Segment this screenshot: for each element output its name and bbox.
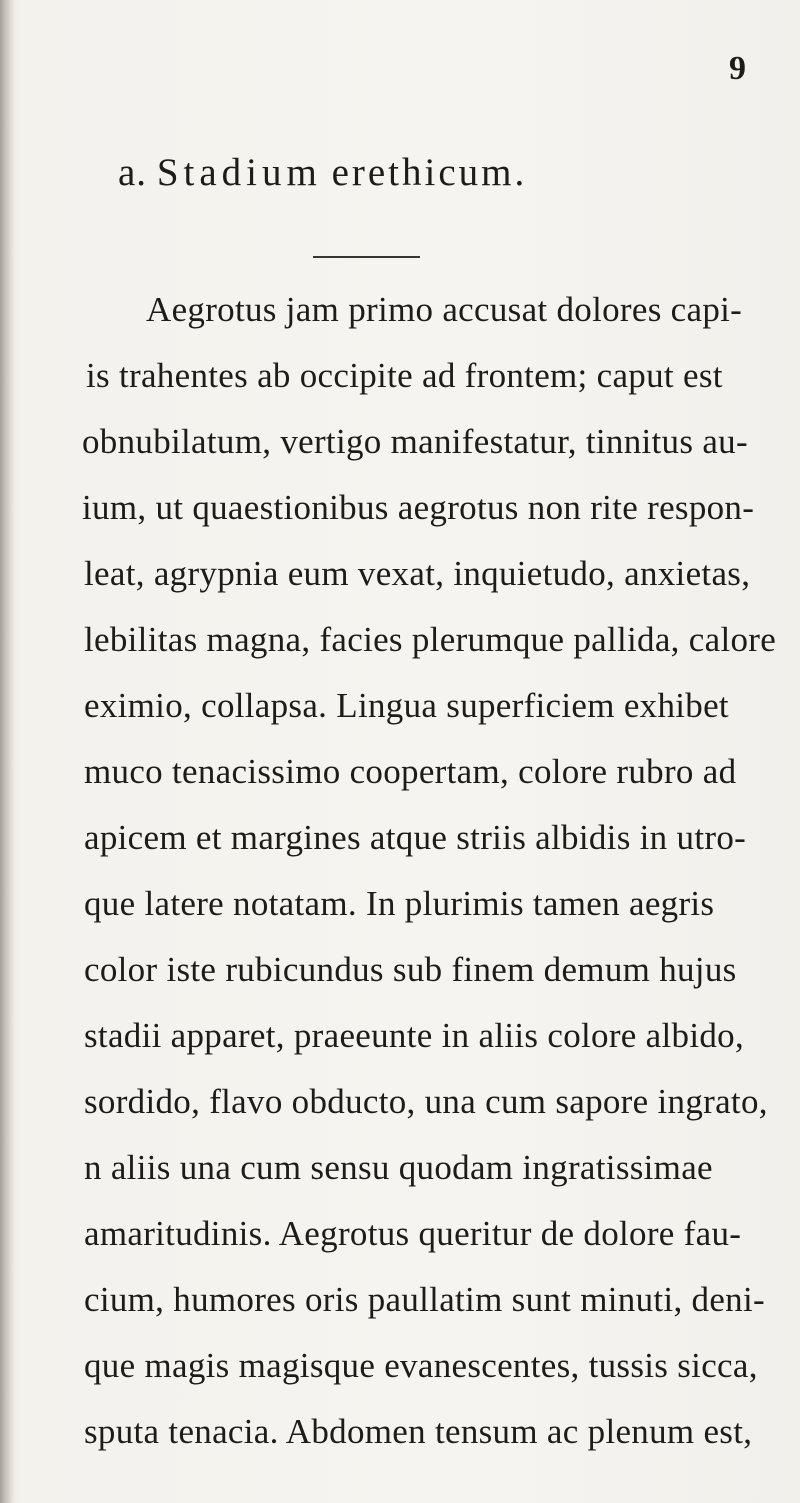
text-line: sputa tenacia. Abdomen tensum ac plenum est, [84,1412,753,1451]
text-line: n aliis una cum sensu quodam ingratissimae [84,1148,713,1187]
text-line: sordido, flavo obducto, una cum sapore ingrato, [84,1082,768,1121]
text-line: amaritudinis. Aegrotus queritur de dolore fau- [84,1214,742,1253]
page-number: 9 [729,50,747,87]
section-title-word-2: erethicum. [331,151,528,194]
text-line: Aegrotus jam primo accusat dolores capi- [146,290,743,329]
text-line: muco tenacissimo coopertam, colore rubro ad [84,752,737,791]
text-line: que magis magisque evanescentes, tussis sicca, [84,1346,758,1385]
text-line: eximio, collapsa. Lingua superficiem exhibet [84,686,729,725]
text-line: ium, ut quaestionibus aegrotus non rite respon- [82,488,755,527]
text-line: color iste rubicundus sub finem demum hujus [84,950,737,989]
text-line: obnubilatum, vertigo manifestatur, tinnitus au- [82,422,748,461]
binding-gutter-shadow [0,0,14,1503]
text-line: stadii apparet, praeeunte in aliis colore albido, [84,1016,745,1055]
section-label: a. [118,151,148,194]
text-line: lebilitas magna, facies plerumque pallida, calore [84,620,777,659]
text-line: is trahentes ab occipite ad frontem; caput est [86,356,723,395]
section-title-word-1: Stadium [156,151,322,194]
text-line: que latere notatam. In plurimis tamen aegris [84,884,715,923]
text-line: leat, agrypnia eum vexat, inquietudo, anxietas, [84,554,751,593]
section-heading [118,150,678,195]
text-line: apicem et margines atque striis albidis in utro- [84,818,747,857]
text-line: cium, humores oris paullatim sunt minuti, deni- [84,1280,765,1319]
heading-divider [313,256,420,258]
